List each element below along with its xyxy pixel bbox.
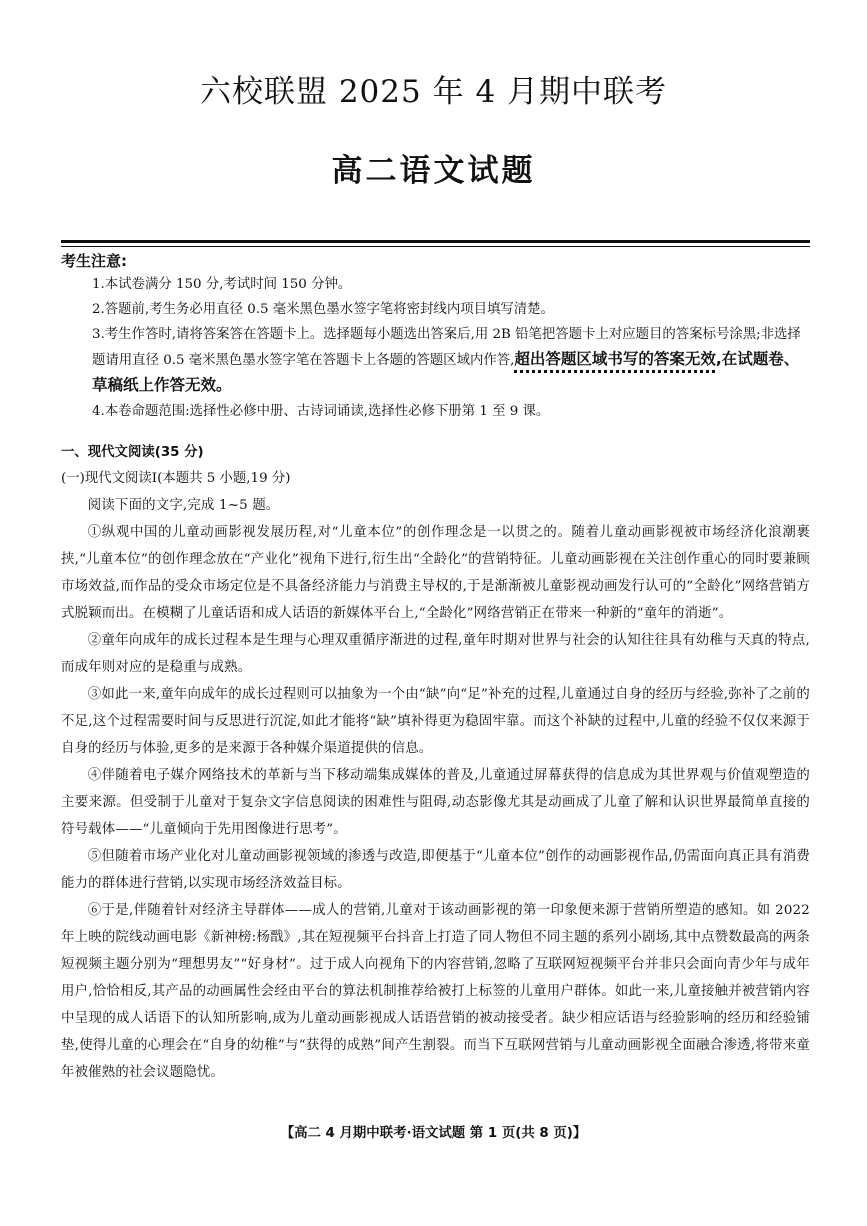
reading-paragraph-4: ④伴随着电子媒介网络技术的革新与当下移动端集成媒体的普及,儿童通过屏幕获得的信息成为其世界观与价值观塑造的主要来源。但受制于儿童对于复杂文字信息阅读的困难性与阻碍,动态影像尤其是动画成了儿童了解和认识世界最简单直接的符号载体——“儿童倾向于先用图像进行思考”。 (61, 768, 810, 837)
reading-paragraph-1: ①纵观中国的儿童动画影视发展历程,对“儿童本位”的创作理念是一以贯之的。随着儿童动画影视被市场经济化浪潮裹挟,“儿童本位”的创作理念放在“产业化”视角下进行,衍生出“全龄化”的营销特征。儿童动画影视在关注创作重心的同时要兼顾市场效益,而作品的受众市场定位是不具备经济能力与消费主导权的,于是渐渐被儿童影视动画发行认可的“全龄化”网络营销方式脱颖而出。在模糊了儿童话语和成人话语的新媒体平台上,“全龄化”网络营销正在带来一种新的“童年的消逝”。 (61, 525, 810, 621)
notice-item-3 (61, 322, 810, 399)
header-divider-thin (61, 246, 810, 247)
page-footer: 【高二 4 月期中联考·语文试题 第 1 页(共 8 页)】 (280, 1126, 587, 1141)
notice-item-3-emphasis-b: ,在试题卷、草稿纸上作答无效。 (92, 350, 800, 394)
reading-paragraph-5: ⑤但随着市场产业化对儿童动画影视领域的渗透与改造,即便基于“儿童本位”创作的动画影视作品,仍需面向真正具有消费能力的群体进行营销,以实现市场经济效益目标。 (61, 849, 810, 891)
notice-item-1: 1.本试卷满分 150 分,考试时间 150 分钟。 (92, 277, 352, 292)
section-subheading: (一)现代文阅读Ⅰ(本题共 5 小题,19 分) (61, 471, 291, 486)
header-divider-thick (61, 240, 810, 243)
reading-paragraph-3: ③如此一来,童年向成年的成长过程则可以抽象为一个由“缺”向“足”补充的过程,儿童通过自身的经历与经验,弥补了之前的不足,这个过程需要时间与反思进行沉淀,如此才能将“缺”填补得更为稳固牢靠。而这个补缺的过程中,儿童的经验不仅仅来源于自身的经历与体验,更多的是来源于各种媒介渠道提供的信息。 (61, 687, 810, 756)
section-heading: 一、现代文阅读(35 分) (61, 445, 204, 460)
notice-heading: 考生注意: (61, 252, 127, 270)
reading-section (61, 440, 810, 1086)
notice-item-4: 4.本卷命题范围:选择性必修中册、古诗词诵读,选择性必修下册第 1 至 9 课。 (92, 404, 550, 419)
reading-paragraph-6: ⑥于是,伴随着针对经济主导群体——成人的营销,儿童对于该动画影视的第一印象便来源于营销所塑造的感知。如 2022 年上映的院线动画电影《新神榜:杨戬》,其在短视频平台抖音上打造了同人物但不同主题的系列小剧场,其中点赞数最高的两条短视频主题分别为“理想男友”“好身材”。过于成人向视角下的内容营销,忽略了互联网短视频平台并非只会面向青少年与成年用户,恰恰相反,其产品的动画属性会经由平台的算法机制推荐给被打上标签的儿童用户群体。如此一来,儿童接触并被营销内容中呈现的成人话语下的认知所影响,成为儿童动画影视成人话语营销的被动接受者。缺少相应话语与经验影响的经历和经验铺垫,使得儿童的心理会在“自身的幼稚”与“获得的成熟”间产生割裂。而当下互联网营销与儿童动画影视全面融合渗透,将带来童年被催熟的社会议题隐忧。 (61, 903, 810, 1080)
exam-title: 六校联盟 2025 年 4 月期中联考 (199, 74, 668, 110)
notice-item-3-emphasis-a: 超出答题区域书写的答案无效 (514, 350, 716, 368)
exam-subtitle: 高二语文试题 (331, 153, 536, 189)
notice-item-2: 2.答题前,考生务必用直径 0.5 毫米黑色墨水签字笔将密封线内项目填写清楚。 (92, 302, 554, 317)
candidate-notice (61, 250, 810, 424)
reading-paragraph-2: ②童年向成年的成长过程本是生理与心理双重循序渐进的过程,童年时期对世界与社会的认知往往具有幼稚与天真的特点,而成年则对应的是稳重与成熟。 (61, 633, 810, 675)
notice-item-3-text: 3.考生作答时,请将答案答在答题卡上。选择题每小题选出答案后,用 2B 铅笔把答题卡上对应题目的答案标号涂黑;非选择题请用直径 0.5 毫米黑色墨水签字笔在答题卡上各题的答题区域内作答, (92, 327, 801, 368)
reading-instruction: 阅读下面的文字,完成 1~5 题。 (87, 498, 280, 513)
